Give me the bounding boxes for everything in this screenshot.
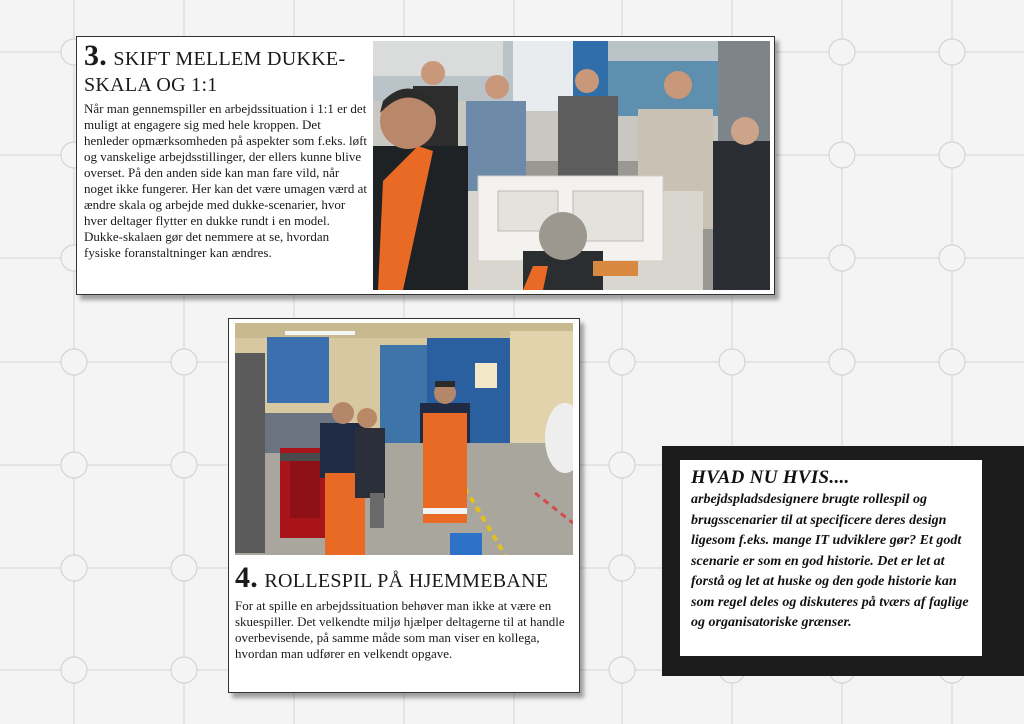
section-4-card [228, 318, 580, 693]
section-3-heading [84, 39, 368, 98]
section-3-card [76, 36, 775, 295]
what-if-callout [662, 446, 1024, 676]
roleplay-workshop-photo [235, 323, 573, 555]
section-4-text [235, 561, 573, 662]
section-4-title: ROLLESPIL PÅ HJEMMEBANE [264, 570, 549, 592]
callout-panel [680, 460, 982, 656]
section-4-number: 4. [235, 561, 259, 594]
callout-title: HVAD NU HVIS.... [691, 467, 850, 488]
section-3-text [84, 39, 368, 261]
section-4-heading [235, 561, 573, 595]
section-3-title: SKIFT MELLEM DUKKE-SKALA OG 1:1 [84, 48, 346, 96]
workshop-model-photo [373, 41, 770, 290]
section-3-number: 3. [84, 39, 108, 72]
section-4-body: For at spille en arbejdssituation behøver man ikke at være en skuespiller. Det velkendte miljø hjælper deltagerne til at handle overbevisende, på samme måde som man viser en kollega, hvordan man udfører en velkendt opgave. [235, 598, 565, 661]
callout-body: arbejdspladsdesignere brugte rollespil og brugsscenarier til at specificere deres design ligesom f.eks. mange IT udviklere gør? Et godt scenarie er som en god historie. Det er let at forstå og let at huske og den gode historie kan som regel deles og diskuteres på tværs af faglige og organisatoriske grænser. [691, 492, 969, 630]
section-3-body: Når man gennemspiller en arbejdssituation i 1:1 er det muligt at engagere sig med hele kroppen. Det henleder opmærksomheden på aspekter som f.eks. løft og vanskelige arbejdsstillinger, der ellers kunne blive overset. På den anden side kan man fare vild, når noget ikke fungerer. Her kan det være umagen værd at ændre skala og arbejde med dukke-scenarier, hvor hver deltager flytter en dukke rundt i en model. Dukke-skalaen gør det nemmere at se, hvordan fysiske foranstaltninger kan ændres. [84, 101, 368, 260]
